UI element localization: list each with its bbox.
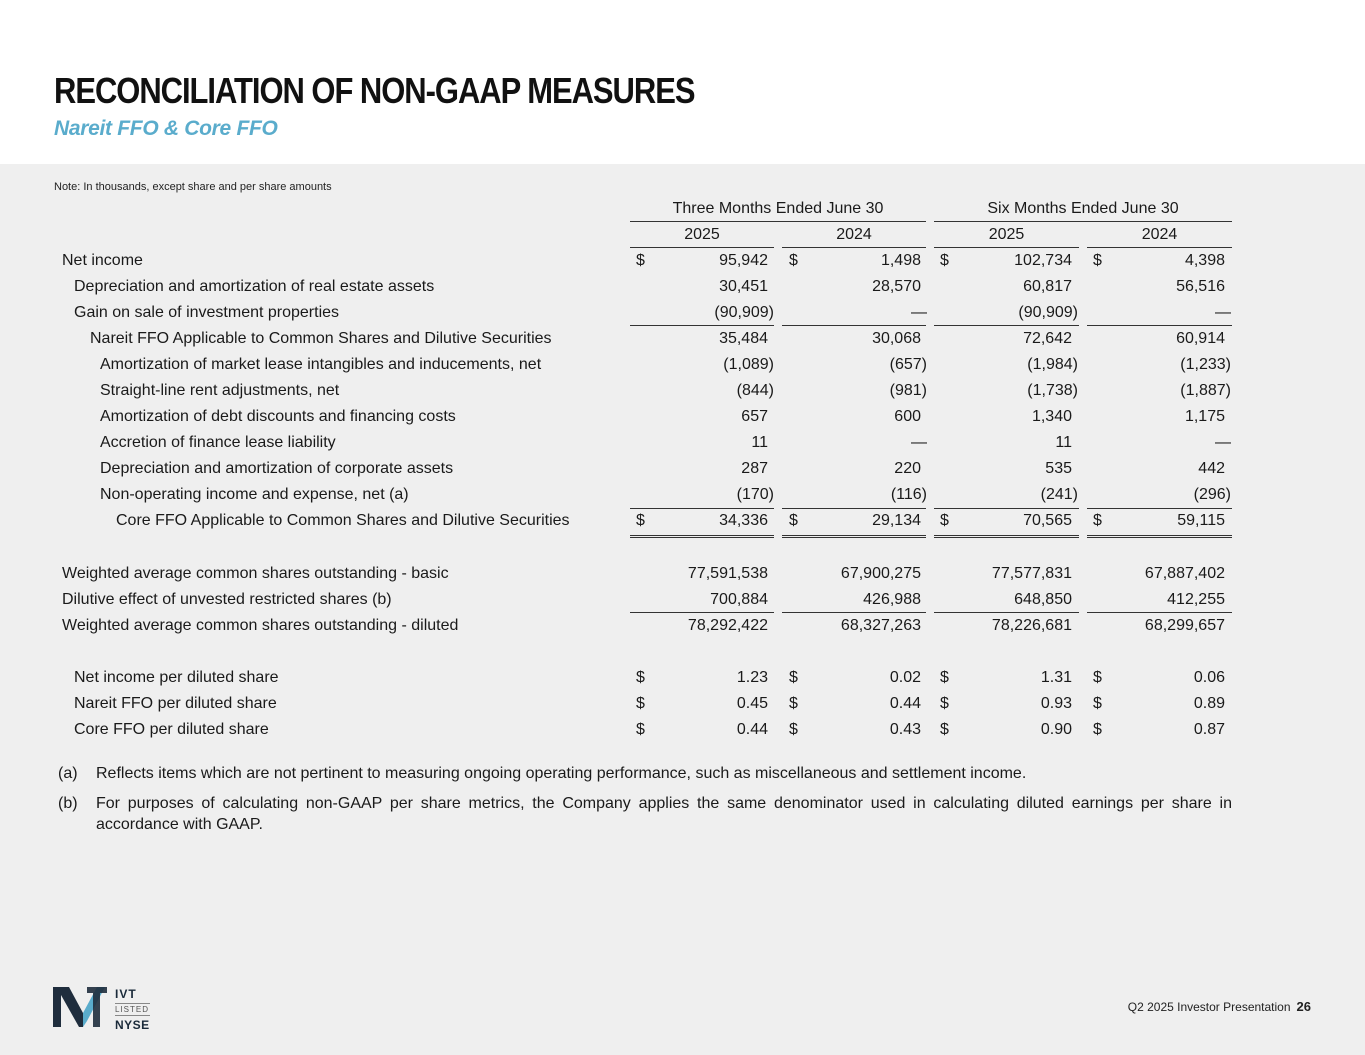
- cell-value: —: [1215, 304, 1231, 321]
- currency-symbol: $: [1093, 721, 1102, 738]
- cell-value: 535: [1045, 460, 1072, 477]
- cell-value: (1,887): [1180, 382, 1231, 399]
- cell-value: (296): [1193, 486, 1231, 503]
- currency-symbol: $: [789, 669, 798, 686]
- cell-value: —: [911, 434, 927, 451]
- cell-value: 78,226,681: [991, 617, 1072, 634]
- cell-value: 700,884: [710, 591, 768, 608]
- subtotal-rule: [782, 612, 926, 613]
- subtotal-rule: [1087, 325, 1232, 326]
- table-row: [0, 588, 1365, 612]
- page-number: 26: [1296, 999, 1311, 1014]
- cell-value: 11: [1055, 434, 1072, 451]
- exchange-label: NYSE: [115, 1018, 150, 1032]
- cell-value: 60,914: [1176, 330, 1225, 347]
- cell-value: 77,591,538: [687, 565, 768, 582]
- row-label: Core FFO per diluted share: [74, 721, 269, 738]
- subtotal-rule: [782, 508, 926, 509]
- cell-value: 29,134: [872, 512, 921, 529]
- cell-value: 59,115: [1177, 512, 1225, 529]
- cell-value: 0.44: [889, 695, 921, 712]
- table-row: [0, 666, 1365, 690]
- cell-value: 30,451: [719, 278, 768, 295]
- currency-symbol: $: [1093, 252, 1102, 269]
- company-logo-mark: [53, 987, 107, 1027]
- footnote-mark: (a): [58, 765, 78, 782]
- cell-value: 0.89: [1193, 695, 1225, 712]
- cell-value: (170): [736, 486, 774, 503]
- currency-symbol: $: [1093, 512, 1102, 529]
- cell-value: 70,565: [1023, 512, 1072, 529]
- subtotal-rule: [782, 325, 926, 326]
- units-note: Note: In thousands, except share and per share amounts: [54, 181, 332, 193]
- row-label: Weighted average common shares outstanding - basic: [62, 565, 449, 582]
- currency-symbol: $: [789, 721, 798, 738]
- cell-value: 68,299,657: [1144, 617, 1225, 634]
- currency-symbol: $: [789, 695, 798, 712]
- cell-value: —: [911, 304, 927, 321]
- table-row: [0, 483, 1365, 507]
- year-header: 2024: [782, 225, 926, 248]
- cell-value: 0.87: [1193, 721, 1225, 738]
- cell-value: (1,738): [1027, 382, 1078, 399]
- total-double-rule: [630, 535, 774, 538]
- subtotal-rule: [1087, 612, 1232, 613]
- cell-value: 30,068: [872, 330, 921, 347]
- currency-symbol: $: [636, 695, 645, 712]
- row-label: Nareit FFO Applicable to Common Shares and Dilutive Securities: [90, 330, 552, 347]
- table-row: [0, 718, 1365, 742]
- row-label: Dilutive effect of unvested restricted shares (b): [62, 591, 392, 608]
- row-label: Accretion of finance lease liability: [100, 434, 336, 451]
- currency-symbol: $: [636, 512, 645, 529]
- cell-value: 0.90: [1040, 721, 1072, 738]
- row-label: Gain on sale of investment properties: [74, 304, 340, 321]
- cell-value: 0.06: [1193, 669, 1225, 686]
- row-label: Depreciation and amortization of real estate assets: [74, 278, 435, 295]
- cell-value: (1,089): [723, 356, 774, 373]
- row-label: Straight-line rent adjustments, net: [100, 382, 340, 399]
- currency-symbol: $: [789, 252, 798, 269]
- row-label: Nareit FFO per diluted share: [74, 695, 277, 712]
- currency-symbol: $: [940, 695, 949, 712]
- row-label: Amortization of market lease intangibles and inducements, net: [100, 356, 542, 373]
- cell-value: 72,642: [1023, 330, 1072, 347]
- cell-value: 0.45: [736, 695, 768, 712]
- listing-badge: [115, 987, 150, 1032]
- table-row: [0, 431, 1365, 455]
- footnote-mark: (b): [58, 795, 78, 812]
- currency-symbol: $: [789, 512, 798, 529]
- subtotal-rule: [934, 325, 1079, 326]
- subtotal-rule: [1087, 508, 1232, 509]
- cell-value: 0.02: [889, 669, 921, 686]
- group-header-six-months: Six Months Ended June 30: [934, 199, 1232, 222]
- currency-symbol: $: [940, 721, 949, 738]
- title-band: [0, 0, 1365, 164]
- cell-value: 34,336: [719, 512, 768, 529]
- cell-value: 1,340: [1031, 408, 1072, 425]
- row-label: Weighted average common shares outstanding - diluted: [62, 617, 459, 634]
- subtotal-rule: [934, 612, 1079, 613]
- cell-value: 102,734: [1014, 252, 1072, 269]
- cell-value: 35,484: [719, 330, 768, 347]
- table-row: [0, 562, 1365, 586]
- cell-value: 11: [751, 434, 768, 451]
- row-label: Non-operating income and expense, net (a): [100, 486, 409, 503]
- table-row: [0, 353, 1365, 377]
- ticker-label: IVT: [115, 987, 137, 1001]
- subtotal-rule: [934, 508, 1079, 509]
- cell-value: (981): [889, 382, 927, 399]
- currency-symbol: $: [636, 252, 645, 269]
- cell-value: (1,984): [1027, 356, 1078, 373]
- cell-value: 657: [741, 408, 768, 425]
- table-row: [0, 692, 1365, 716]
- cell-value: (1,233): [1180, 356, 1231, 373]
- year-header: 2025: [630, 225, 774, 248]
- currency-symbol: $: [636, 669, 645, 686]
- cell-value: 68,327,263: [840, 617, 921, 634]
- group-header-three-months: Three Months Ended June 30: [630, 199, 926, 222]
- cell-value: 60,817: [1023, 278, 1072, 295]
- table-row: [0, 405, 1365, 429]
- year-header: 2024: [1087, 225, 1232, 248]
- subtotal-rule: [630, 612, 774, 613]
- table-row: [0, 275, 1365, 299]
- table-row: [0, 457, 1365, 481]
- table-row: [0, 327, 1365, 351]
- table-row: [0, 614, 1365, 638]
- currency-symbol: $: [940, 512, 949, 529]
- cell-value: —: [1215, 434, 1231, 451]
- total-double-rule: [934, 535, 1079, 538]
- currency-symbol: $: [636, 721, 645, 738]
- total-double-rule: [1087, 535, 1232, 538]
- cell-value: 4,398: [1184, 252, 1225, 269]
- cell-value: 442: [1198, 460, 1225, 477]
- footnote-text: For purposes of calculating non-GAAP per share metrics, the Company applies the same denominator used in calculating diluted earnings per share in accordance with GAAP.: [96, 795, 1232, 833]
- cell-value: (90,909): [1018, 304, 1078, 321]
- footnote-text: Reflects items which are not pertinent to measuring ongoing operating performance, such as miscellaneous and settlement income.: [96, 765, 1027, 782]
- page-title: RECONCILIATION OF NON-GAAP MEASURES: [54, 70, 695, 111]
- cell-value: 77,577,831: [991, 565, 1072, 582]
- page-subtitle: Nareit FFO & Core FFO: [54, 117, 278, 140]
- cell-value: (241): [1040, 486, 1078, 503]
- total-double-rule: [782, 535, 926, 538]
- cell-value: 0.93: [1040, 695, 1072, 712]
- currency-symbol: $: [1093, 695, 1102, 712]
- row-label: Amortization of debt discounts and financing costs: [100, 408, 456, 425]
- cell-value: (116): [890, 486, 927, 503]
- cell-value: 220: [894, 460, 921, 477]
- cell-value: 600: [894, 408, 921, 425]
- cell-value: 1,175: [1184, 408, 1225, 425]
- table-row: [0, 379, 1365, 403]
- currency-symbol: $: [940, 252, 949, 269]
- cell-value: 648,850: [1014, 591, 1072, 608]
- cell-value: 426,988: [863, 591, 921, 608]
- currency-symbol: $: [1093, 669, 1102, 686]
- cell-value: 95,942: [719, 252, 768, 269]
- cell-value: 0.43: [889, 721, 921, 738]
- listed-label: LISTED: [115, 1005, 150, 1014]
- cell-value: 1,498: [880, 252, 921, 269]
- page-footer: [1128, 999, 1311, 1014]
- subtotal-rule: [630, 508, 774, 509]
- cell-value: 67,887,402: [1144, 565, 1225, 582]
- row-label: Net income: [62, 252, 143, 269]
- subtotal-rule: [630, 325, 774, 326]
- cell-value: 67,900,275: [840, 565, 921, 582]
- year-header: 2025: [934, 225, 1079, 248]
- table-row: [0, 301, 1365, 325]
- table-row: [0, 249, 1365, 273]
- footer-label: Q2 2025 Investor Presentation: [1127, 1000, 1291, 1014]
- currency-symbol: $: [940, 669, 949, 686]
- cell-value: 287: [741, 460, 768, 477]
- cell-value: 0.44: [736, 721, 768, 738]
- cell-value: 28,570: [872, 278, 921, 295]
- row-label: Core FFO Applicable to Common Shares and Dilutive Securities: [116, 512, 570, 529]
- cell-value: (657): [889, 356, 927, 373]
- cell-value: (90,909): [714, 304, 774, 321]
- cell-value: 78,292,422: [687, 617, 768, 634]
- table-row: [0, 509, 1365, 533]
- cell-value: 412,255: [1167, 591, 1225, 608]
- cell-value: 1.23: [736, 669, 768, 686]
- cell-value: (844): [736, 382, 774, 399]
- cell-value: 56,516: [1176, 278, 1225, 295]
- cell-value: 1.31: [1040, 669, 1072, 686]
- row-label: Depreciation and amortization of corporate assets: [100, 460, 454, 477]
- row-label: Net income per diluted share: [74, 669, 279, 686]
